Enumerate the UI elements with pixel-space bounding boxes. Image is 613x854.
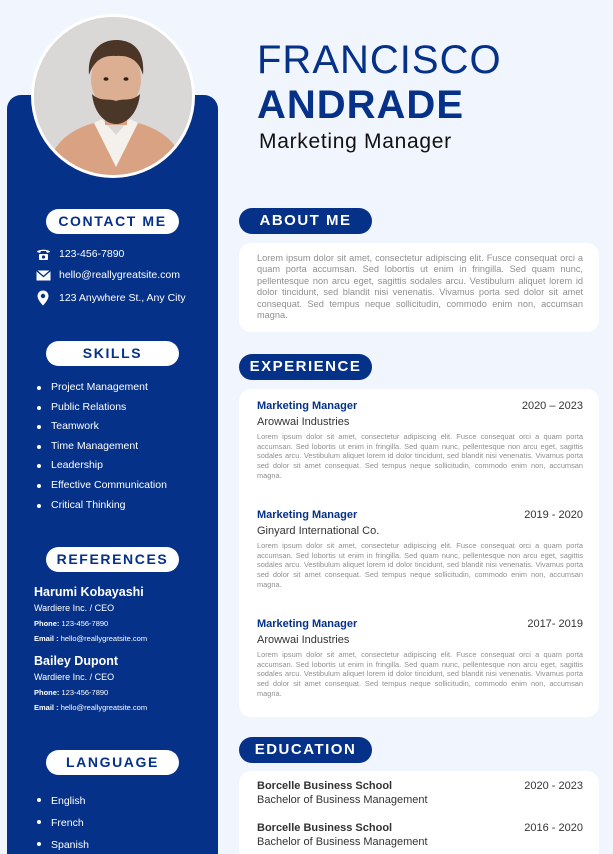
experience-description: Lorem ipsum dolor sit amet, consectetur adipiscing elit. Fusce consequat orci a quam porta accumsan. Sed lobortis ut enim in fringilla. Sed quam nunc, pellentesque non arcu eget, sagittis sodales arcu. Vestibulum aliquet lorem id dolor tincidunt, sed blandit nisi venenatis. Vivamus porta sed dolor sit amet consequat. Sed tempus neque sollicitudin, commodo enim non, accumsan magna. (257, 541, 583, 589)
reference-phone-value: 123-456-7890 (61, 688, 109, 697)
language-item: French (36, 812, 89, 834)
language-item: Spanish (36, 834, 89, 854)
experience-item (257, 400, 583, 481)
phone-label: Phone: (34, 619, 60, 628)
reference-email (34, 634, 147, 643)
reference-role: Wardiere Inc. / CEO (34, 603, 115, 613)
envelope-icon (35, 268, 51, 282)
phone-label: Phone: (34, 688, 60, 697)
contact-address (35, 289, 186, 306)
reference-email-value: hello@reallygreatsite.com (60, 703, 148, 712)
profile-photo (31, 14, 195, 178)
contact-email (35, 268, 180, 282)
experience-dates: 2020 – 2023 (521, 400, 583, 412)
skills-list (36, 378, 167, 515)
education-dates: 2020 - 2023 (524, 780, 583, 792)
skill-item: Teamwork (36, 417, 167, 437)
location-pin-icon (35, 289, 51, 306)
education-item (257, 822, 583, 848)
experience-title: Marketing Manager (257, 509, 358, 521)
experience-item (257, 509, 583, 590)
job-title: Marketing Manager (259, 130, 452, 153)
reference-email-value: hello@reallygreatsite.com (60, 634, 148, 643)
experience-dates: 2019 - 2020 (524, 509, 583, 521)
reference-name: Harumi Kobayashi (34, 585, 144, 599)
language-list (36, 790, 89, 854)
skill-item: Project Management (36, 378, 167, 398)
email-label: Email : (34, 634, 59, 643)
contact-phone (35, 247, 124, 261)
education-dates: 2016 - 2020 (524, 822, 583, 834)
education-item (257, 780, 583, 806)
skill-item: Effective Communication (36, 476, 167, 496)
experience-title: Marketing Manager (257, 400, 358, 412)
skills-heading: SKILLS (46, 341, 179, 366)
reference-role: Wardiere Inc. / CEO (34, 672, 115, 682)
skill-item: Critical Thinking (36, 496, 167, 516)
education-degree: Bachelor of Business Management (257, 794, 428, 806)
skill-item: Time Management (36, 437, 167, 457)
skill-item: Leadership (36, 456, 167, 476)
education-school: Borcelle Business School (257, 780, 393, 792)
reference-phone (34, 619, 147, 628)
about-heading: ABOUT ME (239, 208, 372, 234)
language-item: English (36, 790, 89, 812)
contact-heading: CONTACT ME (46, 209, 179, 234)
experience-dates: 2017- 2019 (527, 618, 583, 630)
language-heading: LANGUAGE (46, 750, 179, 775)
experience-card (239, 389, 599, 717)
phone-text: 123-456-7890 (59, 248, 125, 260)
reference-name: Bailey Dupont (34, 654, 119, 668)
education-card (239, 771, 599, 854)
experience-company: Ginyard International Co. (257, 525, 380, 537)
education-school: Borcelle Business School (257, 822, 393, 834)
experience-heading: EXPERIENCE (239, 354, 372, 380)
address-text: 123 Anywhere St., Any City (59, 291, 186, 304)
email-text: hello@reallygreatsite.com (59, 269, 180, 281)
experience-company: Arowwai Industries (257, 634, 350, 646)
about-text: Lorem ipsum dolor sit amet, consectetur adipiscing elit. Fusce consequat orci a quam porta accumsan. Sed lobortis ut enim in fringilla. Sed quam nunc, pellentesque non arcu eget, sagittis sodales arcu. Vestibulum aliquet lorem id dolor tincidunt, sed blandit nisi venenatis. Vivamus porta sed dolor sit amet consequat. Sed tempus neque sollicitudin, commodo enim non, accumsan magna. (257, 253, 583, 321)
skill-item: Public Relations (36, 398, 167, 418)
experience-description: Lorem ipsum dolor sit amet, consectetur adipiscing elit. Fusce consequat orci a quam porta accumsan. Sed lobortis ut enim in fringilla. Sed quam nunc, pellentesque non arcu eget, sagittis sodales arcu. Vestibulum aliquet lorem id dolor tincidunt, sed blandit nisi venenatis. Vivamus porta sed dolor sit amet consequat. Sed tempus neque sollicitudin, commodo enim non, accumsan magna. (257, 432, 583, 480)
education-heading: EDUCATION (239, 737, 372, 763)
reference-item (34, 585, 147, 643)
experience-item (257, 618, 583, 699)
references-heading: REFERENCES (46, 547, 179, 572)
email-label: Email : (34, 703, 59, 712)
about-card (239, 243, 599, 332)
reference-phone-value: 123-456-7890 (61, 619, 109, 628)
phone-icon (35, 247, 51, 261)
education-degree: Bachelor of Business Management (257, 836, 428, 848)
experience-description: Lorem ipsum dolor sit amet, consectetur adipiscing elit. Fusce consequat orci a quam porta accumsan. Sed lobortis ut enim in fringilla. Sed quam nunc, pellentesque non arcu eget, sagittis sodales arcu. Vestibulum aliquet lorem id dolor tincidunt, sed blandit nisi venenatis. Vivamus porta sed dolor sit amet consequat. Sed tempus neque sollicitudin, commodo enim non, accumsan magna. (257, 650, 583, 698)
reference-phone (34, 688, 147, 697)
reference-item (34, 654, 147, 712)
last-name: ANDRADE (257, 83, 464, 127)
first-name: FRANCISCO (257, 38, 502, 82)
experience-company: Arowwai Industries (257, 416, 350, 428)
experience-title: Marketing Manager (257, 618, 358, 630)
reference-email (34, 703, 147, 712)
